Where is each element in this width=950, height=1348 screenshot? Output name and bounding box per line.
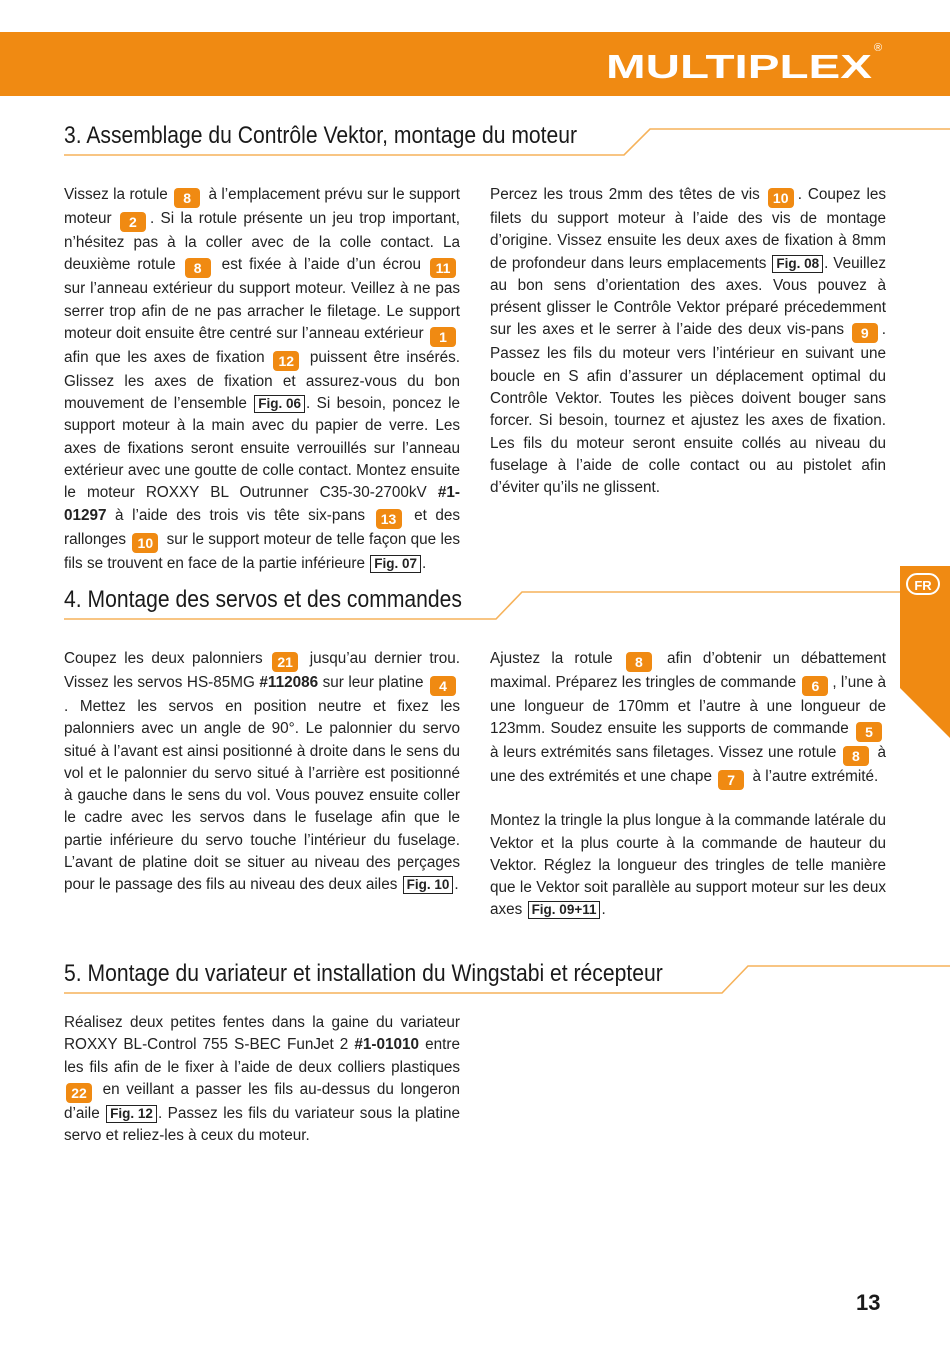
part-number-badge: 8 bbox=[185, 258, 211, 278]
registered-mark: ® bbox=[874, 42, 883, 54]
part-number-badge: 7 bbox=[718, 770, 744, 790]
svg-text:MULTIPLEX: MULTIPLEX bbox=[606, 48, 872, 85]
section-4-left-paragraph: Coupez les deux palonniers 21 jusqu’au dernier trou. Vissez les servos HS-85MG #112086 sur leur platine 4. Mettez les servos en position neutre et fixez les palonniers avec un angle de 90°. Le palonnier du servo situé à l’avant est ainsi positionné à droite dans le sens du vol et le palonnier du servo situé à l’arrière est positionné à gauche dans le sens du vol. Vous pouvez ensuite coller le cadre avec les servos dans le fuselage afin que le partie inférieure du servo touche l’intérieur du fuselage. L’avant de platine doit se situer au niveau des perçages pour le passage des fils au niveau des deux ailes Fig. 10 . bbox=[64, 650, 460, 894]
figure-reference: Fig. 08 bbox=[772, 255, 823, 273]
section-5-left-paragraph: Réalisez deux petites fentes dans la gaine du variateur ROXXY BL-Control 755 S-BEC FunJet 2 #1-01010 entre les fils afin de le fixer à l’aide de deux colliers plastiques 22 en veillant a passer les fils au-dessus du longeron d’aile Fig. 12 . Passez les fils du variateur sous la platine servo et reliez-les à ceux du moteur. bbox=[64, 1014, 461, 1145]
part-number-badge: 5 bbox=[856, 722, 882, 742]
section-3-title: 3. Assemblage du Contrôle Vektor, montage du moteur bbox=[64, 122, 578, 149]
part-number-badge: 4 bbox=[430, 676, 456, 696]
figure-reference: Fig. 06 bbox=[254, 395, 305, 413]
section-4-right-paragraph-2: Montez la tringle la plus longue à la commande latérale du Vektor et la plus courte à la commande de hauteur du Vektor. Réglez la longueur des tringles de telle manière que le Vektor soit parallèle au support moteur sur les deux axes Fig. 09+11 . bbox=[490, 812, 886, 919]
part-number-badge: 21 bbox=[272, 652, 298, 672]
part-number-badge: 11 bbox=[430, 258, 456, 278]
figure-reference: Fig. 07 bbox=[370, 555, 421, 573]
section-3-left-paragraph: Vissez la rotule 8 à l’emplacement prévu sur le support moteur 2 . Si la rotule présente un jeu trop important, n’hésitez pas à la coller avec de la colle contact. La deuxième rotule 8 est fixée à l’aide d’un écrou 11 sur l’anneau extérieur du support moteur. Veillez à ne pas serrer trop afin de ne pas arracher le filetage. Le support moteur doit ensuite être centré sur l’anneau extérieur 1 afin que les axes de fixation 12 puissent être insérés. Glissez les axes de fixation et assurez-vous du bon mouvement de l’ensemble Fig. 06 . Si besoin, poncez le support moteur à la main avec du papier de verre. Les axes de fixations seront ensuite verrouillés sur l’anneau extérieur avec une goutte de colle contact. Montez ensuite le moteur ROXXY BL Outrunner C35-30-2700kV #1-01297 à l’aide des trois vis tête six-pans 13 et des rallonges 10 sur le support moteur de telle façon que les fils se trouvent en face de la partie inférieure Fig. 07 . bbox=[64, 186, 460, 572]
article-number: #112086 bbox=[259, 674, 319, 691]
section-5-title: 5. Montage du variateur et installation du Wingstabi et récepteur bbox=[64, 960, 663, 987]
part-number-badge: 2 bbox=[120, 212, 146, 232]
article-number: #1-01010 bbox=[354, 1036, 420, 1054]
part-number-badge: 9 bbox=[852, 323, 878, 343]
part-number-badge: 8 bbox=[843, 746, 869, 766]
part-number-badge: 22 bbox=[66, 1083, 92, 1103]
article-number: #1-01297 bbox=[64, 484, 460, 524]
part-number-badge: 10 bbox=[132, 533, 158, 553]
section-4-right-paragraph: Ajustez la rotule 8 afin d’obtenir un débattement maximal. Préparez les tringles de commande 6 , l’une à une longueur de 170mm et l’autre à une longueur de 123mm. Soudez ensuite les supports de commande 5 à leurs extrémités sans filetages. Vissez une rotule 8 à une des extrémités et une chape 7 à l’autre extrémité. bbox=[490, 650, 886, 789]
part-number-badge: 8 bbox=[174, 188, 200, 208]
part-number-badge: 1 bbox=[430, 327, 456, 347]
section-3-right-paragraph: Percez les trous 2mm des têtes de vis 10 . Coupez les filets du support moteur à l’aide des vis de montage d’origine. Vissez ensuite les deux axes de fixation à 8mm de profondeur dans leurs emplacements Fig. 08 . Veuillez au bon sens d’orientation des axes. Vous pouvez à présent glisser le Contrôle Vektor préparé précedemment sur les axes et le serrer à l’aide des deux vis-pans 9 . Passez les fils du moteur vers l’intérieur en suivant une boucle en S afin d’assurer un déplacement optimal du Contrôle Vektor. Toutes les pièces doivent bouger sans forcer. Si besoin, tournez et ajustez les axes de fixation. Les fils du moteur seront ensuite collés au niveau du fuselage à l’aide de colle contact ou au pistolet afin d’éviter qu’ils ne glissent. bbox=[490, 186, 887, 497]
page-number: 13 bbox=[856, 1290, 881, 1315]
language-tab-fr[interactable]: FR bbox=[906, 573, 940, 595]
section-4-title: 4. Montage des servos et des commandes bbox=[64, 586, 462, 613]
figure-reference: Fig. 09+11 bbox=[528, 901, 601, 919]
section-5-left-column bbox=[64, 1012, 460, 1147]
section-4-right-column bbox=[490, 648, 886, 922]
part-number-badge: 6 bbox=[802, 676, 828, 696]
part-number-badge: 12 bbox=[273, 351, 299, 371]
part-number-badge: 13 bbox=[376, 509, 402, 529]
part-number-badge: 8 bbox=[626, 652, 652, 672]
figure-reference: Fig. 10 bbox=[403, 876, 454, 894]
section-3-right-column bbox=[490, 184, 886, 500]
section-4-left-column bbox=[64, 648, 460, 897]
part-number-badge: 10 bbox=[768, 188, 794, 208]
figure-reference: Fig. 12 bbox=[106, 1105, 157, 1123]
section-3-left-column bbox=[64, 184, 460, 575]
